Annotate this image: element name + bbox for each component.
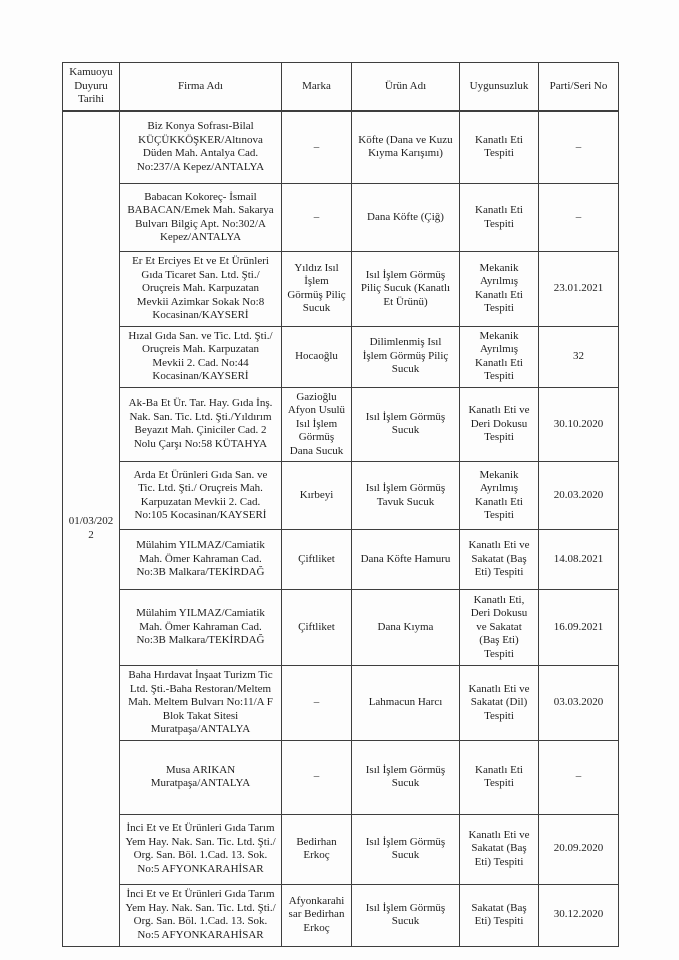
cell-brand: –	[282, 184, 352, 252]
cell-batch-no: –	[539, 740, 619, 814]
cell-brand: Çiftliket	[282, 530, 352, 590]
cell-batch-no: 16.09.2021	[539, 590, 619, 666]
cell-company: İnci Et ve Et Ürünleri Gıda Tarım Yem Hay. Nak. San. Tic. Ltd. Şti./ Org. San. Böl. 1.Cad. 13. Sok. No:5 AFYONKARAHİSAR	[120, 814, 282, 884]
cell-company: Musa ARIKAN Muratpaşa/ANTALYA	[120, 740, 282, 814]
cell-product: Isıl İşlem Görmüş Sucuk	[352, 814, 460, 884]
table-row	[63, 884, 619, 946]
table-row	[63, 387, 619, 462]
cell-brand: Bedirhan Erkoç	[282, 814, 352, 884]
cell-product: Dilimlenmiş Isıl İşlem Görmüş Piliç Sucuk	[352, 326, 460, 387]
table-row	[63, 814, 619, 884]
cell-company: Baha Hırdavat İnşaat Turizm Tic Ltd. Şti.-Baha Restoran/Meltem Mah. Meltem Bulvarı No:11/A F Blok Takat Sitesi Muratpaşa/ANTALYA	[120, 666, 282, 741]
cell-company: Babacan Kokoreç- İsmail BABACAN/Emek Mah. Sakarya Bulvarı Bilgiç Apt. No:302/A Kepez/ANTALYA	[120, 184, 282, 252]
table-row	[63, 740, 619, 814]
cell-company: Biz Konya Sofrası-Bilal KÜÇÜKKÖŞKER/Altınova Düden Mah. Antalya Cad. No:237/A Kepez/ANTALYA	[120, 111, 282, 184]
cell-brand: Afyonkarahisar Bedirhan Erkoç	[282, 884, 352, 946]
cell-product: Isıl İşlem Görmüş Sucuk	[352, 740, 460, 814]
table-row	[63, 590, 619, 666]
cell-nonconformity: Kanatlı Eti Tespiti	[460, 184, 539, 252]
cell-product: Isıl İşlem Görmüş Sucuk	[352, 387, 460, 462]
cell-company: Mülahim YILMAZ/Camiatik Mah. Ömer Kahraman Cad. No:3B Malkara/TEKİRDAĞ	[120, 590, 282, 666]
table-row	[63, 666, 619, 741]
table-row	[63, 326, 619, 387]
cell-company: Hızal Gıda San. ve Tic. Ltd. Şti./ Oruçreis Mah. Karpuzatan Mevkii 2. Cad. No:44 Kocasinan/KAYSERİ	[120, 326, 282, 387]
cell-nonconformity: Kanatlı Eti Tespiti	[460, 740, 539, 814]
header-cell-brand: Marka	[282, 63, 352, 111]
table-body	[63, 111, 619, 947]
cell-nonconformity: Kanatlı Eti ve Deri Dokusu Tespiti	[460, 387, 539, 462]
cell-batch-no: 23.01.2021	[539, 252, 619, 327]
cell-announcement-date: 01/03/2022	[63, 111, 120, 947]
cell-company: İnci Et ve Et Ürünleri Gıda Tarım Yem Hay. Nak. San. Tic. Ltd. Şti./ Org. San. Böl. 1.Cad. 13. Sok. No:5 AFYONKARAHİSAR	[120, 884, 282, 946]
cell-product: Lahmacun Harcı	[352, 666, 460, 741]
cell-brand: Çiftliket	[282, 590, 352, 666]
cell-company: Mülahim YILMAZ/Camiatik Mah. Ömer Kahraman Cad. No:3B Malkara/TEKİRDAĞ	[120, 530, 282, 590]
cell-product: Isıl İşlem Görmüş Tavuk Sucuk	[352, 462, 460, 530]
cell-brand: Gazioğlu Afyon Usulü Isıl İşlem Görmüş Dana Sucuk	[282, 387, 352, 462]
cell-brand: –	[282, 666, 352, 741]
cell-company: Arda Et Ürünleri Gıda San. ve Tic. Ltd. Şti./ Oruçreis Mah. Karpuzatan Mevkii 2. Cad. No:105 Kocasinan/KAYSERİ	[120, 462, 282, 530]
cell-batch-no: 30.12.2020	[539, 884, 619, 946]
cell-batch-no: 30.10.2020	[539, 387, 619, 462]
cell-batch-no: 14.08.2021	[539, 530, 619, 590]
cell-brand: –	[282, 111, 352, 184]
cell-batch-no: –	[539, 184, 619, 252]
table-row	[63, 184, 619, 252]
table-header	[63, 63, 619, 111]
cell-nonconformity: Kanatlı Eti ve Sakatat (Baş Eti) Tespiti	[460, 530, 539, 590]
cell-batch-no: 20.09.2020	[539, 814, 619, 884]
cell-nonconformity: Sakatat (Baş Eti) Tespiti	[460, 884, 539, 946]
cell-nonconformity: Kanatlı Eti ve Sakatat (Baş Eti) Tespiti	[460, 814, 539, 884]
cell-nonconformity: Mekanik Ayrılmış Kanatlı Eti Tespiti	[460, 252, 539, 327]
table-row	[63, 111, 619, 184]
cell-batch-no: 32	[539, 326, 619, 387]
cell-brand: Kırbeyi	[282, 462, 352, 530]
cell-batch-no: –	[539, 111, 619, 184]
cell-nonconformity: Mekanik Ayrılmış Kanatlı Eti Tespiti	[460, 326, 539, 387]
cell-company: Er Et Erciyes Et ve Et Ürünleri Gıda Ticaret San. Ltd. Şti./ Oruçreis Mah. Karpuzatan Mevkii Azimkar Sokak No:8 Kocasinan/KAYSERİ	[120, 252, 282, 327]
header-cell-company: Firma Adı	[120, 63, 282, 111]
header-cell-nonconformity: Uygunsuzluk	[460, 63, 539, 111]
header-cell-product: Ürün Adı	[352, 63, 460, 111]
cell-brand: Hocaoğlu	[282, 326, 352, 387]
cell-company: Ak-Ba Et Ür. Tar. Hay. Gıda İnş. Nak. San. Tic. Ltd. Şti./Yıldırım Beyazıt Mah. Çiniciler Cad. 2 Nolu Çarşı No:58 KÜTAHYA	[120, 387, 282, 462]
cell-product: Isıl İşlem Görmüş Piliç Sucuk (Kanatlı Et Ürünü)	[352, 252, 460, 327]
cell-nonconformity: Kanatlı Eti, Deri Dokusu ve Sakatat (Baş Eti) Tespiti	[460, 590, 539, 666]
cell-nonconformity: Kanatlı Eti ve Sakatat (Dil) Tespiti	[460, 666, 539, 741]
cell-product: Dana Kıyma	[352, 590, 460, 666]
cell-product: Isıl İşlem Görmüş Sucuk	[352, 884, 460, 946]
cell-nonconformity: Mekanik Ayrılmış Kanatlı Eti Tespiti	[460, 462, 539, 530]
cell-batch-no: 03.03.2020	[539, 666, 619, 741]
cell-brand: Yıldız Isıl İşlem Görmüş Piliç Sucuk	[282, 252, 352, 327]
cell-batch-no: 20.03.2020	[539, 462, 619, 530]
header-row	[63, 63, 619, 111]
cell-product: Dana Köfte (Çiğ)	[352, 184, 460, 252]
table-row	[63, 530, 619, 590]
table-row	[63, 252, 619, 327]
table-row	[63, 462, 619, 530]
cell-nonconformity: Kanatlı Eti Tespiti	[460, 111, 539, 184]
public-announcement-table	[62, 62, 619, 947]
cell-brand: –	[282, 740, 352, 814]
header-cell-batch-no: Parti/Seri No	[539, 63, 619, 111]
cell-product: Köfte (Dana ve Kuzu Kıyma Karışımı)	[352, 111, 460, 184]
header-cell-announcement-date: Kamuoyu Duyuru Tarihi	[63, 63, 120, 111]
cell-product: Dana Köfte Hamuru	[352, 530, 460, 590]
